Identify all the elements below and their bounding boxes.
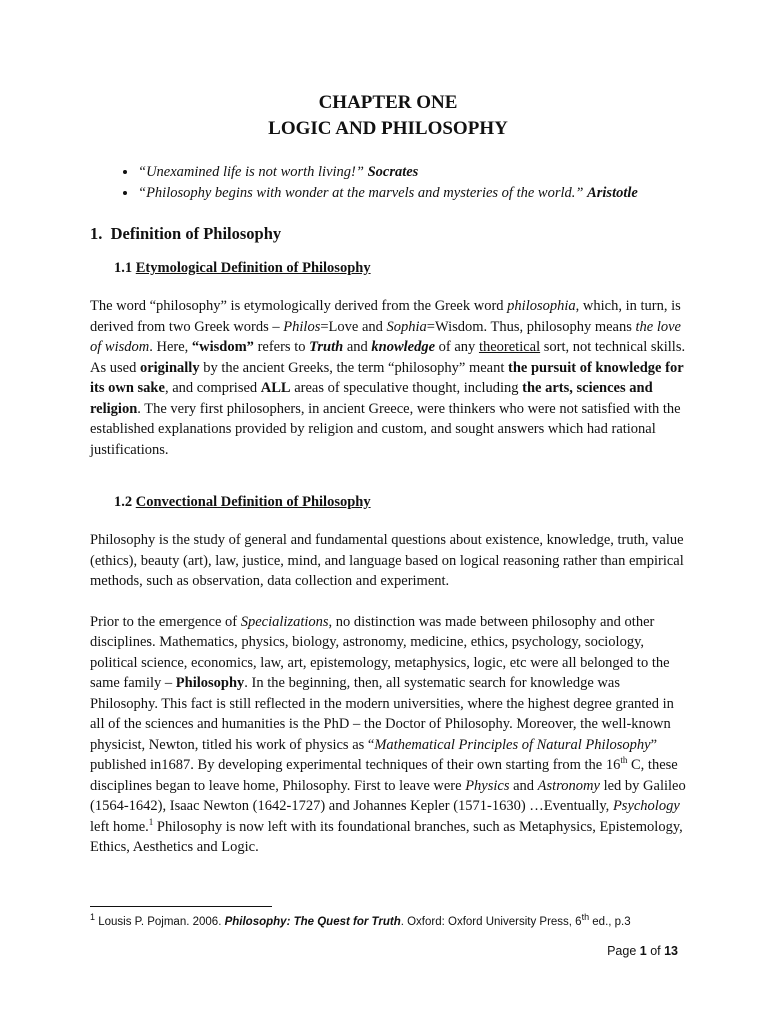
- subsection-heading-conventional: 1.2 Convectional Definition of Philosophy: [114, 494, 371, 510]
- page-number: Page 1 of 13: [607, 944, 678, 958]
- chapter-number: CHAPTER ONE: [318, 92, 458, 113]
- epigraph-list: [90, 162, 686, 204]
- quote-aristotle: • “Philosophy begins with wonder at the marvels and mysteries of the world.” Aristotle: [138, 183, 686, 204]
- footnote-ref: 1: [148, 816, 154, 827]
- chapter-title: LOGIC AND PHILOSOPHY: [268, 118, 508, 139]
- quote-socrates: • “Unexamined life is not worth living!” Socrates: [138, 162, 686, 183]
- footnote-separator: [90, 906, 272, 907]
- subsection-heading-etymological: 1.1 Etymological Definition of Philosophy: [114, 260, 371, 276]
- paragraph-conventional-definition: Philosophy is the study of general and fundamental questions about existence, knowledge, truth, value (ethics), beauty (art), law, justice, mind, and language based on logical reasoning rather than empirical methods, such as observation, data collection and experiment.: [90, 532, 684, 589]
- section-heading: 1. Definition of Philosophy: [90, 224, 282, 243]
- footnote: $^1$ Lousis P. Pojman. 2006. Philosophy: The Quest for Truth. Oxford: Oxford University Press, 6th ed., p.3: [90, 912, 631, 928]
- paragraph-history: Prior to the emergence of Specializations, no distinction was made between philosophy and other disciplines. Mathematics, physics, biology, astronomy, medicine, ethics, psychology, sociology, political science, economics, law, art, epistemology, metaphysics, logic, etc were all belonged to the same family – Philosophy. In the beginning, then, all systematic search for knowledge was Philosophy. This fact is still reflected in the modern universities, where the highest degree granted in all of the sciences and humanities is the PhD – the Doctor of Philosophy. Moreover, the well-known physicist, Newton, titled his work of physics as “Mathematical Principles of Natural Philosophy” published in1687. By developing experimental techniques of their own starting from the 16th C, these disciplines began to leave home, Philosophy. First to leave were Physics and Astronomy led by Galileo (1564-1642), Isaac Newton (1642-1727) and Johannes Kepler (1571-1630) …Eventually, Psychology left home.$^1$ Philosophy is now left with its foundational branches, such as Metaphysics, Epistemology, Ethics, Aesthetics and Logic.: [90, 613, 686, 855]
- paragraph-etymology: The word “philosophy” is etymologically derived from the Greek word philosophia, which, in turn, is derived from two Greek words – Philos=Love and Sophia=Wisdom. Thus, philosophy means the love of wisdom. Here, “wisdom” refers to Truth and knowledge of any theoretical sort, not technical skills. As used originally by the ancient Greeks, the term “philosophy” meant the pursuit of knowledge for its own sake, and comprised ALL areas of speculative thought, including the arts, sciences and religion. The very first philosophers, in ancient Greece, were thinkers who were not satisfied with the established explanations provided by religion and custom, and sought answers which had rational justifications.: [90, 298, 686, 458]
